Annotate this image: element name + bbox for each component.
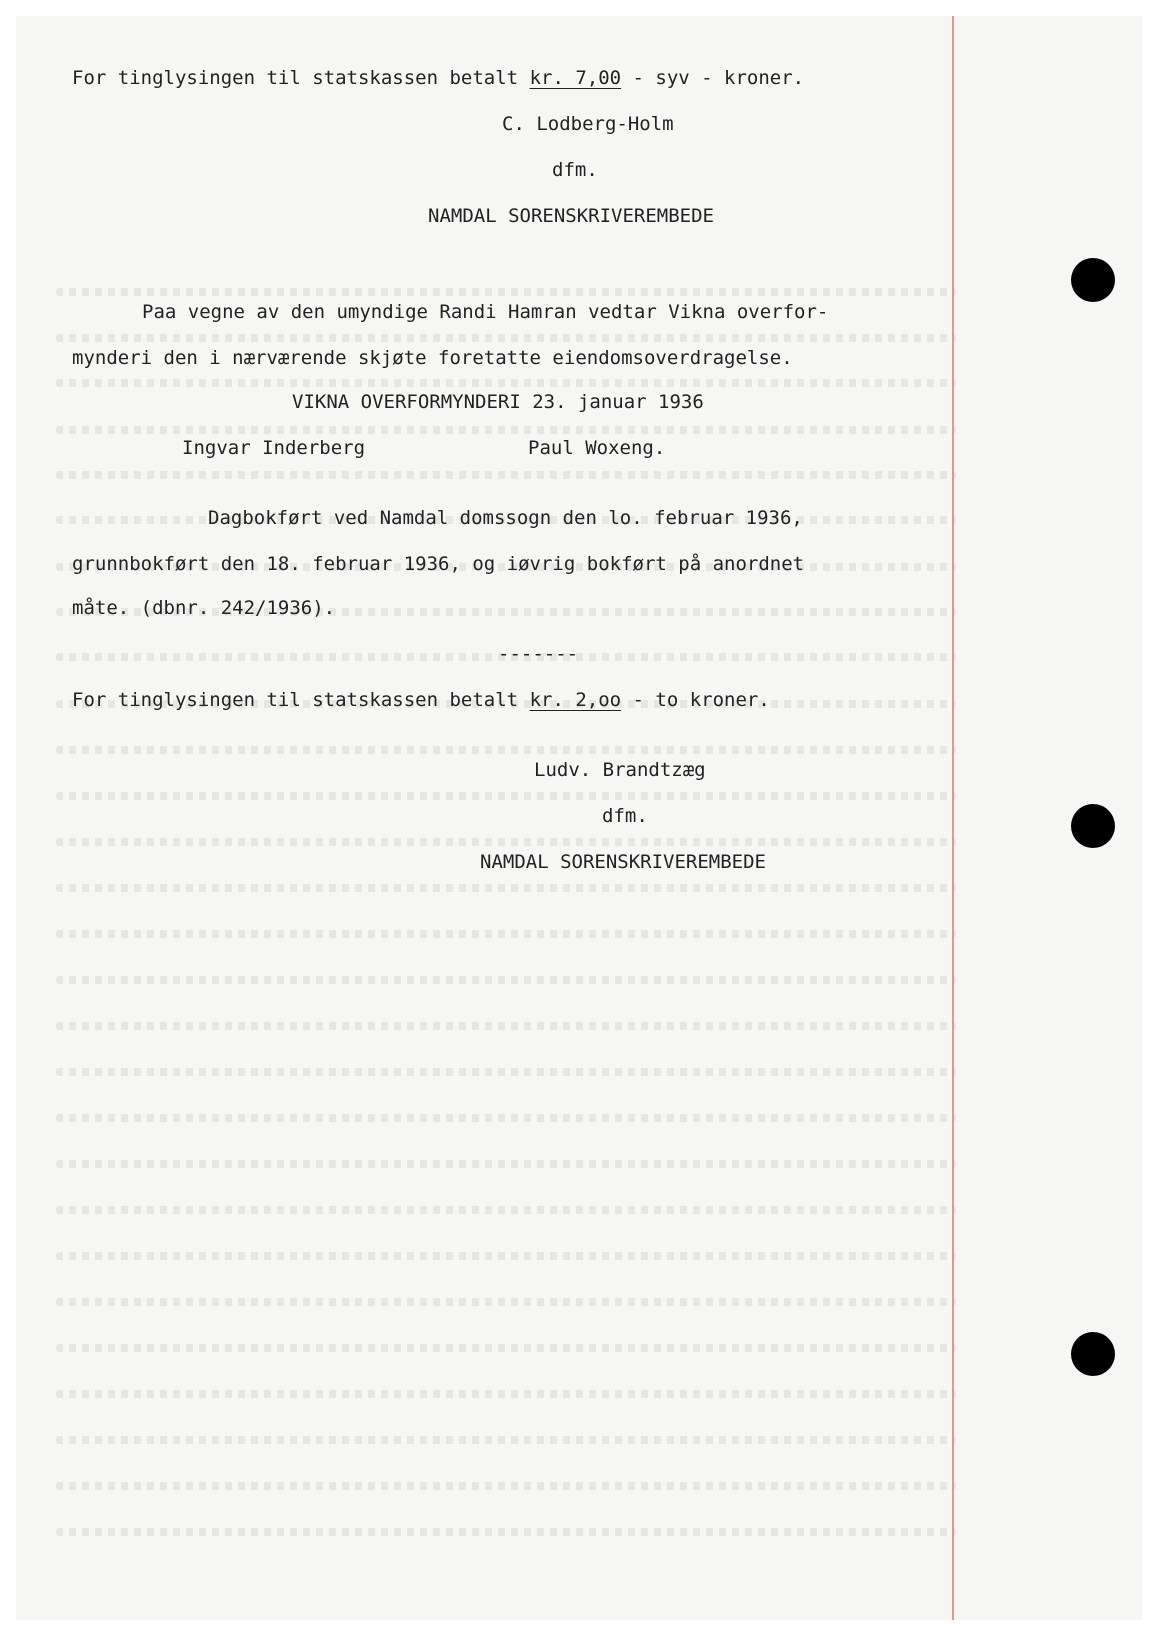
bleed-through-text: [56, 1068, 956, 1076]
punch-hole-middle: [1071, 804, 1115, 848]
fee-line-second-prefix: For tinglysingen til statskassen betalt: [72, 689, 530, 711]
section-divider: -------: [498, 643, 579, 665]
scanned-page: [16, 16, 1142, 1620]
bleed-through-text: [56, 1528, 956, 1536]
bleed-through-text: [56, 1298, 956, 1306]
bleed-through-text: [56, 334, 956, 342]
bleed-through-text: [56, 884, 956, 892]
margin-rule: [952, 16, 954, 1620]
bleed-through-text: [56, 1252, 956, 1260]
bleed-through-text: [56, 746, 956, 754]
office-name-first: NAMDAL SORENSKRIVEREMBEDE: [428, 205, 714, 227]
bleed-through-text: [56, 1114, 956, 1122]
bleed-through-text: [56, 1022, 956, 1030]
registration-text-line-2: grunnbokført den 18. februar 1936, og iøvrig bokført på anordnet: [72, 553, 805, 575]
bleed-through-text: [56, 930, 956, 938]
bleed-through-text: [56, 1344, 956, 1352]
bleed-through-text: [56, 379, 956, 387]
signatory-name-a: Ingvar Inderberg: [182, 437, 366, 459]
fee-line-first: [72, 66, 804, 90]
bleed-through-text: [56, 792, 956, 800]
punch-hole-bottom: [1071, 1332, 1115, 1376]
bleed-through-text: [56, 976, 956, 984]
signature-name-second: Ludv. Brandtzæg: [534, 759, 706, 781]
fee-line-first-suffix: - syv - kroner.: [621, 67, 805, 89]
signatory-name-b: Paul Woxeng.: [528, 437, 666, 459]
fee-amount-first: kr. 7,00: [529, 67, 622, 89]
consent-text-line-1: Paa vegne av den umyndige Randi Hamran vedtar Vikna overfor-: [142, 301, 829, 323]
signature-title-second: dfm.: [602, 805, 648, 827]
signature-title-first: dfm.: [552, 159, 598, 181]
fee-line-second-suffix: - to kroner.: [621, 689, 770, 711]
office-name-second: NAMDAL SORENSKRIVEREMBEDE: [480, 851, 766, 873]
registration-text-line-1: Dagbokført ved Namdal domssogn den lo. februar 1936,: [208, 507, 803, 529]
bleed-through-text: [56, 1160, 956, 1168]
guardianship-board-date: VIKNA OVERFORMYNDERI 23. januar 1936: [292, 391, 704, 413]
bleed-through-text: [56, 1390, 956, 1398]
registration-text-line-3: måte. (dbnr. 242/1936).: [72, 597, 336, 619]
bleed-through-text: [56, 1206, 956, 1214]
consent-text-line-2: mynderi den i nærværende skjøte foretatte eiendomsoverdragelse.: [72, 347, 793, 369]
bleed-through-text: [56, 838, 956, 846]
signature-name-first: C. Lodberg-Holm: [502, 113, 674, 135]
bleed-through-text: [56, 1436, 956, 1444]
fee-line-second: [72, 688, 770, 712]
fee-line-first-prefix: For tinglysingen til statskassen betalt: [72, 67, 530, 89]
bleed-through-text: [56, 471, 956, 479]
fee-amount-second: kr. 2,oo: [529, 689, 622, 711]
bleed-through-text: [56, 426, 956, 434]
bleed-through-text: [56, 288, 956, 296]
bleed-through-text: [56, 1482, 956, 1490]
punch-hole-top: [1071, 258, 1115, 302]
